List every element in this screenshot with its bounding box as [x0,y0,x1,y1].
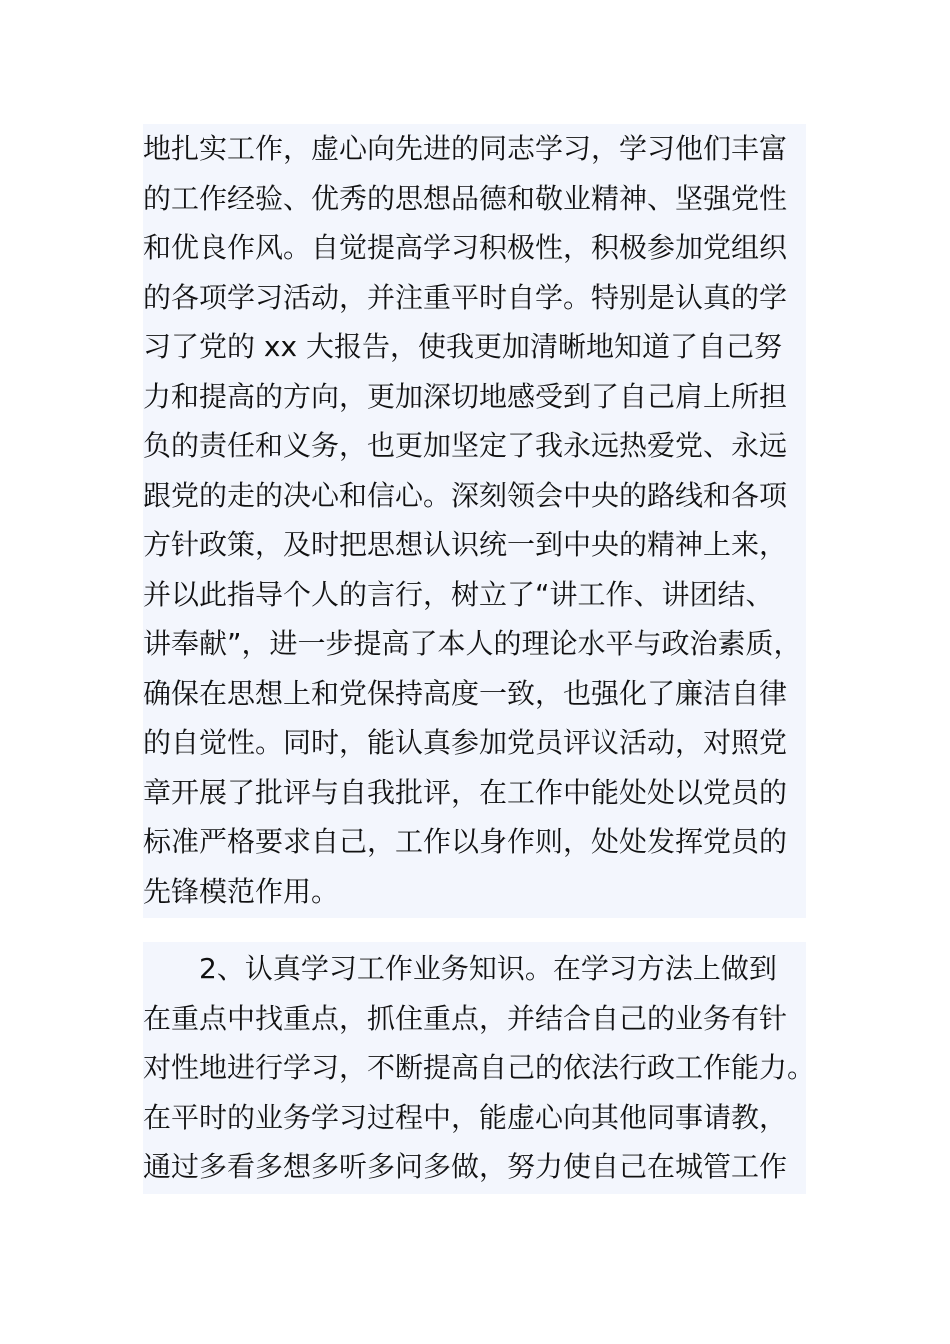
text-line: 地扎实工作，虚心向先进的同志学习，学习他们丰富 [143,132,788,165]
text-line: 对性地进行学习，不断提高自己的依法行政工作能力。 [143,1051,816,1084]
text-line: 通过多看多想多听多问多做，努力使自己在城管工作 [143,1150,788,1183]
text-line: 的各项学习活动，并注重平时自学。特别是认真的学 [143,280,788,314]
text-line: 力和提高的方向，更加深切地感受到了自己肩上所担 [143,379,788,413]
text-line: 方针政策，及时把思想认识统一到中央的精神上来， [143,528,788,561]
text-line: 标准严格要求自己，工作以身作则，处处发挥党员的 [143,825,788,858]
paragraph-2 [143,942,816,1194]
text-line: 和优良作风。自觉提高学习积极性，积极参加党组织 [143,231,788,264]
paragraph-1 [143,124,806,918]
text-line: 章开展了批评与自我批评，在工作中能处处以党员的 [143,775,788,809]
text-line: 跟党的走的决心和信心。深刻领会中央的路线和各项 [143,478,788,512]
text-line: 的自觉性。同时，能认真参加党员评议活动，对照党 [143,726,788,759]
text-line: 负的责任和义务，也更加坚定了我永远热爱党、永远 [143,429,788,462]
text-line: 在平时的业务学习过程中，能虚心向其他同事请教， [143,1100,788,1134]
text-line: 确保在思想上和党保持高度一致，也强化了廉洁自律 [143,676,788,710]
text-line: 并以此指导个人的言行，树立了“讲工作、讲团结、 [143,577,774,611]
text-line: 2、认真学习工作业务知识。在学习方法上做到 [143,952,777,985]
text-line: 在重点中找重点，抓住重点，并结合自己的业务有针 [143,1001,788,1035]
text-line: 讲奉献”，进一步提高了本人的理论水平与政治素质， [143,627,802,660]
text-line: 先锋模范作用。 [143,874,340,908]
text-line: 习了党的 xx 大报告，使我更加清晰地知道了自己努 [143,330,782,363]
text-line: 的工作经验、优秀的思想品德和敬业精神、坚强党性 [143,181,788,215]
